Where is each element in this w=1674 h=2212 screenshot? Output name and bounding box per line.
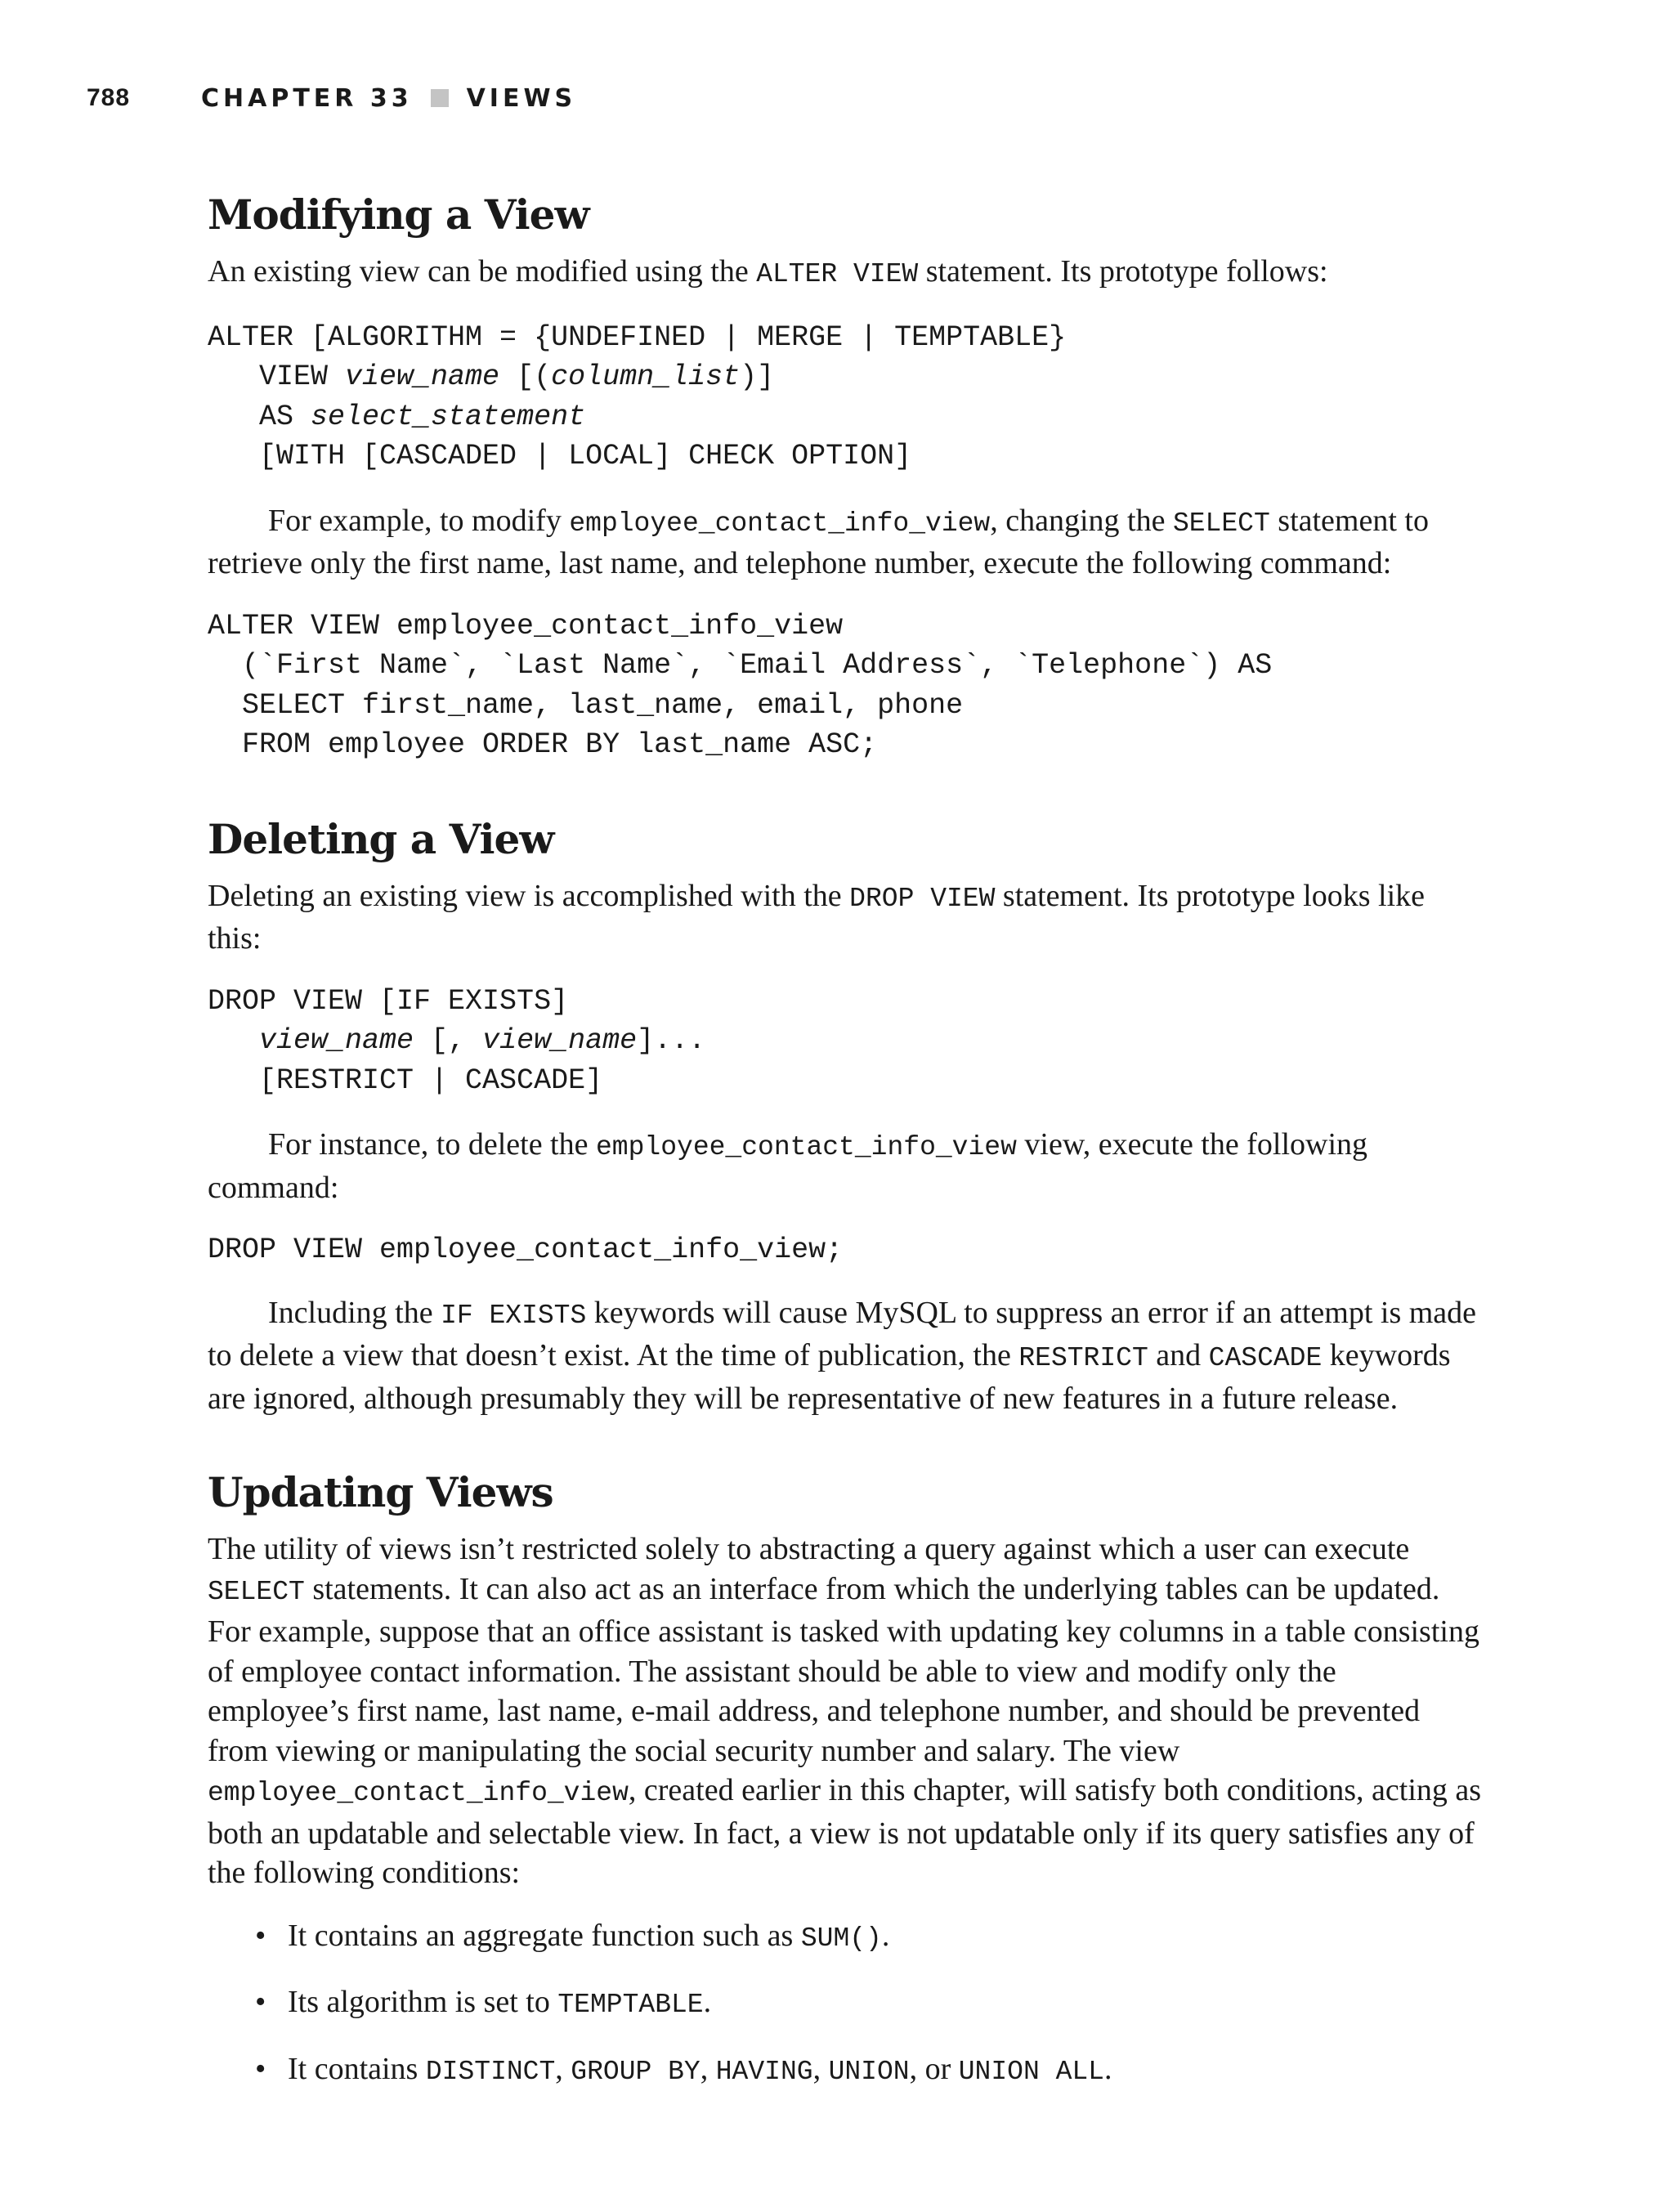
section-heading-deleting: Deleting a View xyxy=(208,814,554,863)
chapter-title: VIEWS xyxy=(466,83,577,113)
inline-code: HAVING xyxy=(715,2056,813,2087)
inline-code: DROP VIEW xyxy=(849,883,996,914)
text-run: It contains an aggregate function such as xyxy=(288,1918,801,1953)
running-head xyxy=(87,82,576,114)
non-updatable-conditions-list xyxy=(208,1916,1483,2093)
code-placeholder: column_list xyxy=(551,360,741,393)
text-run: Its algorithm is set to xyxy=(288,1985,558,2019)
text-run: Including the xyxy=(268,1295,441,1330)
code-run: VIEW xyxy=(208,360,346,393)
modify-intro-paragraph xyxy=(208,252,1483,295)
code-placeholder: view_name xyxy=(259,1024,414,1057)
inline-code: TEMPTABLE xyxy=(557,1990,704,2020)
text-run: and xyxy=(1148,1338,1209,1372)
text-run: keywords are ignored, although presumably they will be representative of new features in a future release. xyxy=(208,1338,1451,1416)
inline-code: IF EXISTS xyxy=(441,1300,587,1331)
section-heading-updating: Updating Views xyxy=(208,1468,553,1516)
square-separator-icon xyxy=(431,89,449,107)
alter-view-code-example: ALTER VIEW employee_contact_info_view (`First Name`, `Last Name`, `Email Address`, `Telephone`) AS SELECT first_name, last_name, email, phone FROM employee ORDER BY last_name ASC; xyxy=(208,609,1273,761)
text-run: statements. It can also act as an interface from which the underlying tables can be updated. For example, suppose that an office assistant is tasked with updating key columns in a table consisting of employee contact information. The assistant should be able to view and modify only the employee’s first name, last name, e-mail address, and telephone number, and should be prevented from viewing or manipulating the social security number and salary. The view xyxy=(208,1571,1479,1768)
text-run: keywords will cause MySQL to suppress an error if an attempt is made to delete a view that doesn’t exist. At the time of publication, the xyxy=(208,1295,1477,1372)
code-line: [RESTRICT | CASCADE] xyxy=(208,1063,603,1097)
code-run: AS xyxy=(208,400,311,433)
code-line: ALTER [ALGORITHM = {UNDEFINED | MERGE | TEMPTABLE} xyxy=(208,320,1067,354)
inline-code: ALTER VIEW xyxy=(756,259,919,289)
inline-code: CASCADE xyxy=(1208,1343,1323,1373)
text-run: statement. Its prototype follows: xyxy=(918,254,1328,289)
code-placeholder: view_name xyxy=(482,1024,638,1057)
inline-code: employee_contact_info_view xyxy=(569,508,991,539)
text-run: , created earlier in this chapter, will satisfy both conditions, acting as both an updatable and selectable view. In fact, a view is not updatable only if its query satisfies any of the following conditions: xyxy=(208,1773,1482,1890)
code-run xyxy=(208,1024,259,1057)
code-run: [( xyxy=(499,360,552,393)
text-run: . xyxy=(1103,2051,1112,2086)
code-placeholder: select_statement xyxy=(311,400,586,433)
inline-code: DISTINCT xyxy=(425,2056,556,2087)
inline-code: UNION ALL xyxy=(958,2056,1104,2087)
inline-code: SELECT xyxy=(1172,508,1270,539)
code-placeholder: view_name xyxy=(345,360,500,393)
text-run: It contains xyxy=(288,2051,426,2086)
text-run: , xyxy=(700,2051,716,2086)
list-item xyxy=(255,1982,1483,2026)
delete-intro-paragraph xyxy=(208,876,1483,959)
text-run: The utility of views isn’t restricted solely to abstracting a query against which a user can execute xyxy=(208,1532,1410,1566)
text-run: , xyxy=(812,2051,829,2086)
list-item xyxy=(255,2049,1483,2093)
text-run: view, execute the following command: xyxy=(208,1127,1368,1205)
text-run: For instance, to delete the xyxy=(268,1127,596,1162)
inline-code: GROUP BY xyxy=(571,2056,700,2087)
text-run: . xyxy=(703,1985,712,2019)
list-item xyxy=(255,1916,1483,1959)
code-run: ]... xyxy=(637,1024,706,1057)
inline-code: employee_contact_info_view xyxy=(596,1132,1017,1162)
code-run: [, xyxy=(414,1024,483,1057)
updating-views-paragraph xyxy=(208,1529,1483,1893)
drop-view-code-example: DROP VIEW employee_contact_info_view; xyxy=(208,1234,844,1266)
text-run: statement. Its prototype looks like this: xyxy=(208,878,1425,956)
section-heading-modifying: Modifying a View xyxy=(208,190,589,239)
bullet-icon: • xyxy=(255,1918,266,1953)
inline-code: employee_contact_info_view xyxy=(208,1778,629,1808)
text-run: statement to retrieve only the first name, last name, and telephone number, execute the following command: xyxy=(208,503,1429,580)
inline-code: UNION xyxy=(828,2056,910,2087)
bullet-icon: • xyxy=(255,1985,266,2019)
text-run: For example, to modify xyxy=(268,503,570,538)
inline-code: SUM() xyxy=(800,1923,882,1954)
modify-example-paragraph xyxy=(208,501,1483,584)
delete-example-paragraph xyxy=(208,1125,1483,1207)
text-run: , xyxy=(555,2051,571,2086)
if-exists-note-paragraph xyxy=(208,1293,1483,1419)
text-run: Deleting an existing view is accomplished with the xyxy=(208,878,850,913)
text-run: , changing the xyxy=(990,503,1173,538)
alter-view-prototype xyxy=(208,318,1483,477)
code-line: DROP VIEW [IF EXISTS] xyxy=(208,984,569,1018)
text-run: An existing view can be modified using the xyxy=(208,254,757,289)
page-body xyxy=(208,186,1483,2116)
code-run: )] xyxy=(740,360,775,393)
text-run: . xyxy=(881,1918,890,1953)
bullet-icon: • xyxy=(255,2051,266,2086)
text-run: , or xyxy=(909,2051,959,2086)
drop-view-prototype xyxy=(208,982,1483,1101)
code-line: [WITH [CASCADED | LOCAL] CHECK OPTION] xyxy=(208,440,912,472)
inline-code: RESTRICT xyxy=(1018,1343,1148,1373)
chapter-label: CHAPTER 33 xyxy=(201,83,413,113)
page-number: 788 xyxy=(87,84,131,111)
inline-code: SELECT xyxy=(208,1576,305,1607)
